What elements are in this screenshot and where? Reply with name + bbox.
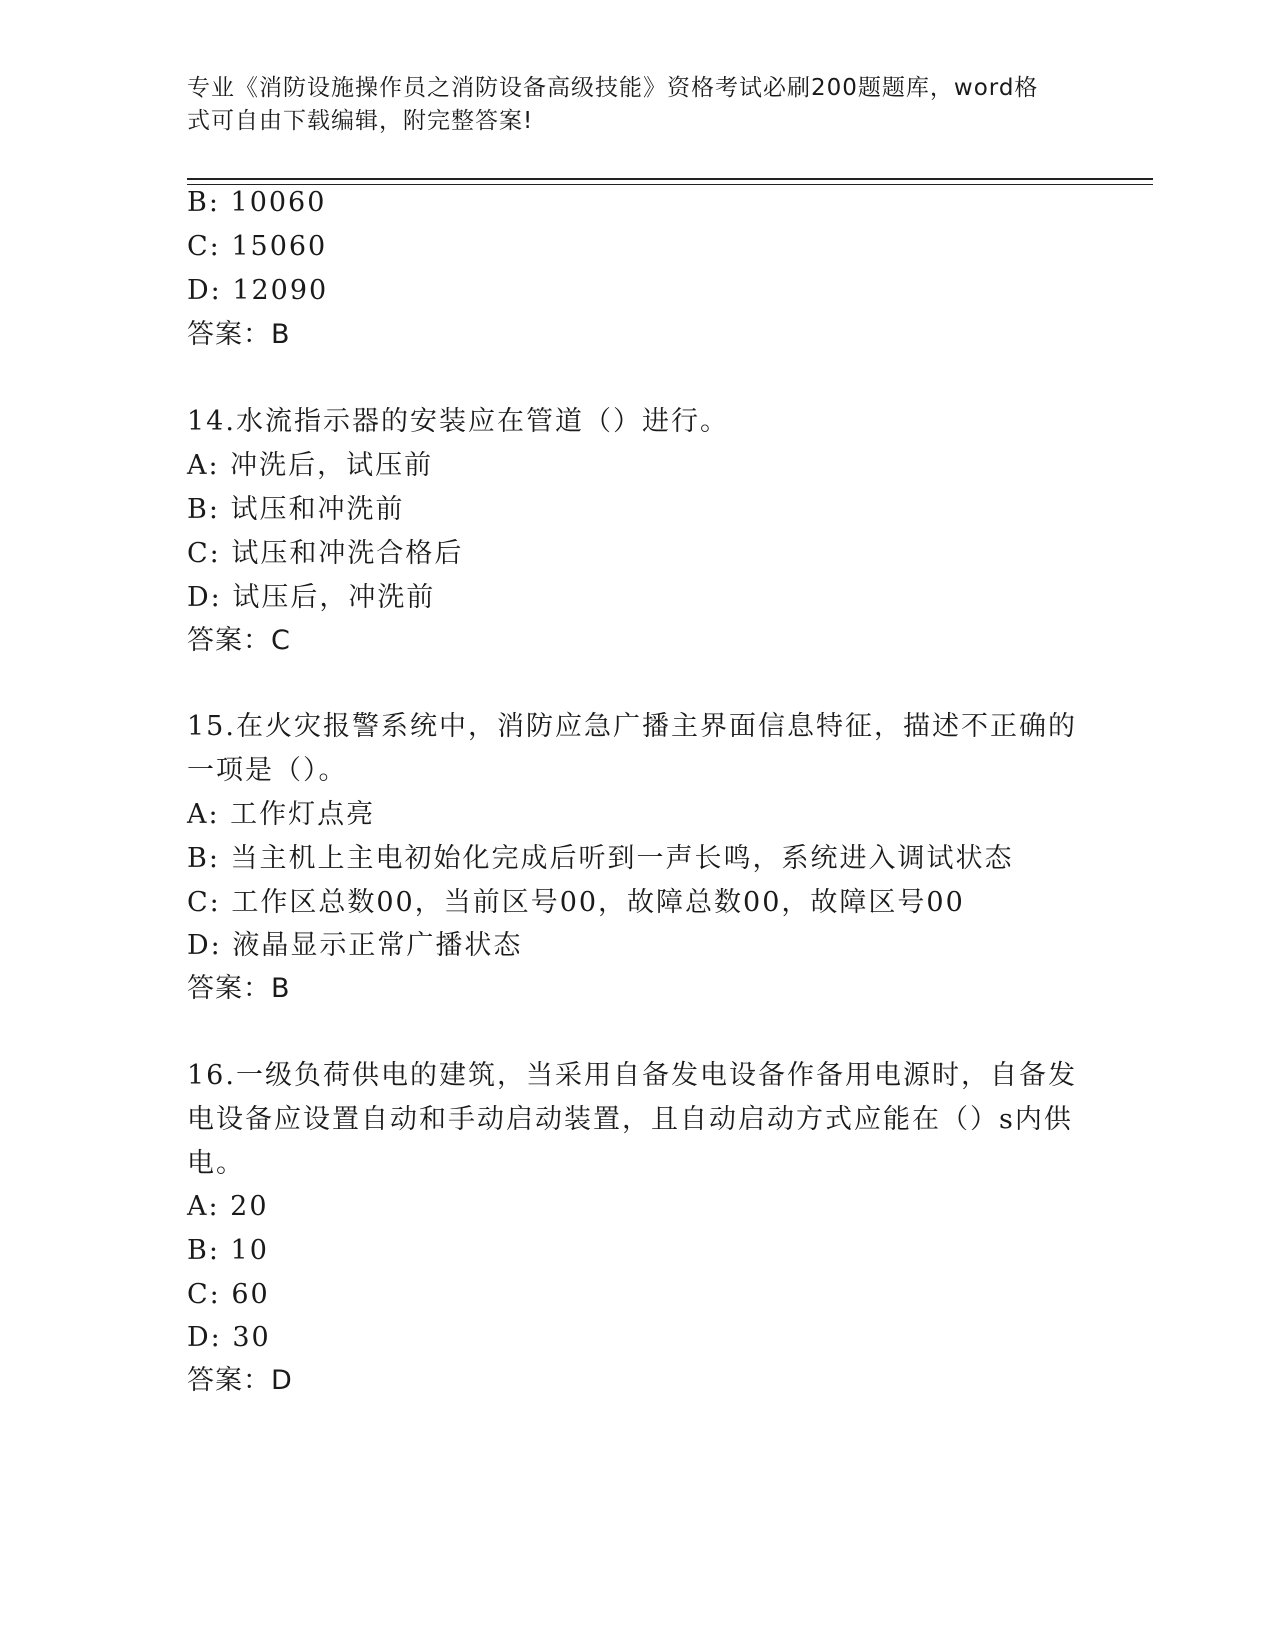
- q16-option-b: B: 10: [187, 1235, 269, 1266]
- header-line-1: 专业《消防设施操作员之消防设备高级技能》资格考试必刷200题题库，word格: [187, 75, 1039, 101]
- q15-question-line-1: 15.在火灾报警系统中，消防应急广播主界面信息特征，描述不正确的: [187, 711, 1077, 742]
- q16-answer: 答案：D: [187, 1365, 293, 1396]
- q14-option-b: B: 试压和冲洗前: [187, 494, 405, 525]
- q14-answer: 答案：C: [187, 625, 291, 656]
- q15-option-a: A: 工作灯点亮: [187, 799, 376, 830]
- q15-option-d: D: 液晶显示正常广播状态: [187, 930, 523, 961]
- q13-answer: 答案：B: [187, 319, 291, 350]
- q14-option-a: A: 冲洗后，试压前: [187, 450, 434, 481]
- q16-question-line-1: 16.一级负荷供电的建筑，当采用自备发电设备作备用电源时，自备发: [187, 1060, 1077, 1091]
- q16-question-line-3: 电。: [187, 1148, 245, 1179]
- q16-option-c: C: 60: [187, 1279, 270, 1310]
- q14-option-c: C: 试压和冲洗合格后: [187, 538, 464, 569]
- q15-option-b: B: 当主机上主电初始化完成后听到一声长鸣，系统进入调试状态: [187, 843, 1014, 874]
- q13-option-d: D: 12090: [187, 275, 329, 306]
- q13-option-b: B: 10060: [187, 187, 327, 218]
- document-header: [187, 72, 1067, 138]
- q16-option-d: D: 30: [187, 1322, 271, 1353]
- q15-answer: 答案：B: [187, 973, 291, 1004]
- q14-question: 14.水流指示器的安装应在管道（）进行。: [187, 406, 729, 437]
- q14-option-d: D: 试压后，冲洗前: [187, 582, 436, 613]
- header-divider-thick: [187, 178, 1153, 180]
- q16-question-line-2: 电设备应设置自动和手动启动装置，且自动启动方式应能在（）s内供: [187, 1104, 1073, 1135]
- header-divider-thin: [187, 184, 1153, 185]
- q16-option-a: A: 20: [187, 1191, 269, 1222]
- q15-question-line-2: 一项是（）。: [187, 755, 348, 786]
- q15-option-c: C: 工作区总数00，当前区号00，故障总数00，故障区号00: [187, 887, 965, 918]
- header-line-2: 式可自由下载编辑，附完整答案!: [187, 108, 534, 134]
- q13-option-c: C: 15060: [187, 231, 328, 262]
